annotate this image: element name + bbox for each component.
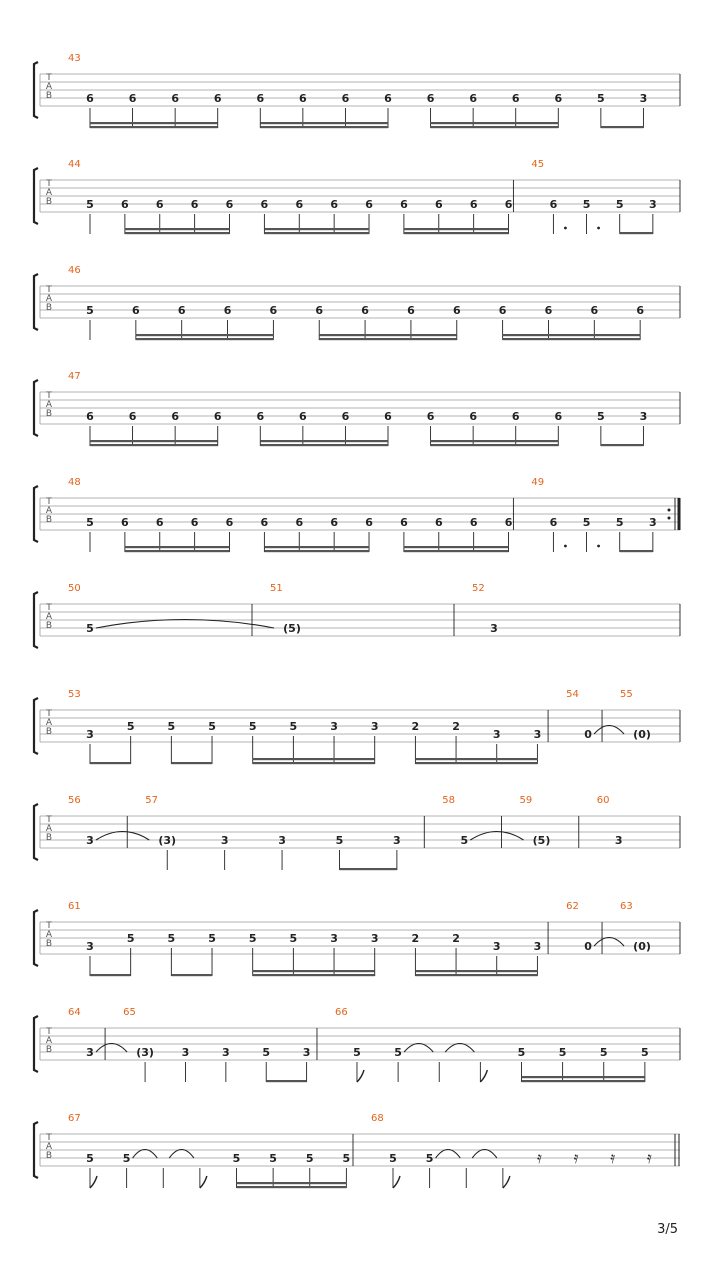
beam — [136, 338, 274, 340]
fret-number: 5 — [597, 92, 605, 105]
fret-number: 5 — [167, 720, 176, 733]
eighth-flag — [357, 1070, 364, 1082]
fret-number: 6 — [295, 198, 304, 211]
fret-number: 5 — [86, 304, 94, 317]
fret-number: 3 — [330, 720, 338, 733]
fret-number: 3 — [86, 728, 94, 741]
fret-number: 6 — [225, 198, 234, 211]
fret-number: 6 — [504, 198, 513, 211]
beam — [237, 1186, 347, 1188]
beam — [404, 546, 509, 548]
tie-arc — [96, 1044, 127, 1053]
fret-number: 3 — [330, 932, 338, 945]
beam — [339, 868, 396, 870]
fret-number: 5 — [394, 1046, 402, 1059]
measure-number: 63 — [620, 901, 633, 912]
beam — [125, 550, 230, 552]
tie-arc — [404, 1044, 433, 1053]
fret-number: 6 — [434, 198, 443, 211]
fret-number: 6 — [469, 516, 478, 529]
fret-number: 5 — [599, 1046, 608, 1059]
fret-number: 5 — [208, 720, 216, 733]
beam — [503, 338, 641, 340]
beam — [415, 970, 537, 972]
beam — [620, 232, 653, 234]
fret-number: 5 — [615, 516, 624, 529]
beam — [319, 338, 457, 340]
fret-number: 3 — [639, 92, 648, 105]
beam — [260, 440, 388, 442]
fret-number: 6 — [86, 92, 94, 105]
fret-number: 6 — [256, 92, 265, 105]
fret-number: 5 — [208, 932, 216, 945]
measure-number: 61 — [68, 901, 81, 912]
fret-number: 3 — [278, 834, 286, 847]
beam — [264, 228, 369, 230]
fret-number: 6 — [128, 410, 137, 423]
fret-number: 6 — [330, 198, 338, 211]
system-bracket — [34, 1016, 38, 1072]
tab-clef-letter: T — [46, 921, 52, 931]
tab-clef-letter: T — [46, 391, 52, 401]
measure-number: 66 — [334, 1007, 348, 1018]
rest-symbol: 𝄿 — [537, 1148, 542, 1167]
fret-number: 6 — [171, 92, 179, 105]
fret-number: 6 — [330, 516, 338, 529]
tab-clef-letter: T — [46, 497, 52, 507]
fret-number: 6 — [299, 92, 307, 105]
fret-number: 5 — [425, 1152, 434, 1165]
system-bracket — [34, 804, 38, 860]
fret-number: 3 — [649, 516, 657, 529]
fret-number: 6 — [384, 92, 392, 105]
measure-number: 43 — [68, 53, 81, 64]
tie-arc — [96, 832, 149, 841]
fret-number: 6 — [269, 304, 278, 317]
fret-number: 6 — [469, 410, 477, 423]
fret-number: 3 — [533, 940, 542, 953]
fret-number: 6 — [434, 516, 443, 529]
fret-number: 6 — [590, 304, 599, 317]
fret-number: 6 — [256, 410, 265, 423]
beam — [171, 762, 212, 764]
system-bracket — [34, 698, 38, 754]
tab-clef-letter: B — [45, 515, 53, 525]
beam — [266, 1080, 306, 1082]
tab-clef-letter: T — [46, 815, 52, 825]
measure-number: 49 — [531, 477, 545, 488]
fret-number: 6 — [315, 304, 324, 317]
fret-number: 5 — [342, 1152, 351, 1165]
measure-number: 57 — [145, 795, 158, 806]
beam — [431, 126, 559, 128]
beam — [125, 232, 230, 234]
repeat-dot — [668, 517, 671, 520]
fret-number: 3 — [533, 728, 542, 741]
fret-number: 6 — [469, 92, 477, 105]
fret-number: 5 — [641, 1046, 649, 1059]
fret-number: 6 — [365, 516, 373, 529]
rest-symbol: 𝄿 — [573, 1148, 579, 1167]
fret-number: 6 — [554, 410, 563, 423]
measure-number: 47 — [68, 371, 81, 382]
tab-clef-letter: T — [46, 285, 52, 295]
fret-number: 5 — [248, 932, 257, 945]
tab-clef-letter: B — [45, 1151, 53, 1161]
tab-clef-letter: A — [45, 1036, 53, 1046]
fret-number: 0 — [584, 728, 592, 741]
system-bracket — [34, 168, 38, 224]
fret-number: 6 — [636, 304, 644, 317]
fret-number: 6 — [384, 410, 392, 423]
system-bracket — [34, 274, 38, 330]
fret-number: (3) — [158, 834, 177, 847]
fret-number: 6 — [426, 92, 435, 105]
eighth-flag — [200, 1176, 207, 1188]
measure-number: 59 — [519, 795, 533, 806]
fret-number: 5 — [582, 198, 591, 211]
measure-number: 65 — [123, 1007, 136, 1018]
fret-number: 6 — [190, 516, 199, 529]
tab-clef-letter: A — [45, 612, 53, 622]
fret-number: 5 — [335, 834, 344, 847]
fret-number: (5) — [283, 622, 301, 635]
measure-number: 62 — [566, 901, 579, 912]
fret-number: 6 — [511, 410, 520, 423]
beam — [264, 232, 369, 234]
tab-clef-letter: B — [45, 91, 53, 101]
tab-clef-letter: T — [46, 1133, 52, 1143]
tab-clef-letter: A — [45, 400, 53, 410]
rest-symbol: 𝄿 — [610, 1148, 616, 1167]
beam — [90, 122, 218, 124]
fret-number: 5 — [582, 516, 591, 529]
fret-number: 3 — [181, 1046, 190, 1059]
measure-number: 44 — [68, 159, 81, 170]
system-bracket — [34, 592, 38, 648]
measure-number: 54 — [566, 689, 579, 700]
fret-number: 5 — [305, 1152, 314, 1165]
measure-number: 51 — [270, 583, 283, 594]
beam — [415, 974, 537, 976]
tab-clef-letter: A — [45, 82, 53, 92]
beam — [253, 970, 375, 972]
beam — [503, 334, 641, 336]
fret-number: 6 — [407, 304, 415, 317]
fret-number: (5) — [532, 834, 551, 847]
beam — [431, 440, 559, 442]
beam — [253, 758, 375, 760]
fret-number: 6 — [498, 304, 507, 317]
duration-dot — [597, 545, 600, 548]
fret-number: 3 — [86, 1046, 94, 1059]
eighth-flag — [480, 1070, 487, 1082]
fret-number: 6 — [400, 516, 408, 529]
tab-clef-letter: B — [45, 197, 53, 207]
fret-number: 6 — [549, 516, 558, 529]
measure-number: 55 — [620, 689, 633, 700]
fret-number: 3 — [649, 198, 657, 211]
fret-number: 6 — [223, 304, 232, 317]
fret-number: 6 — [504, 516, 513, 529]
fret-number: 6 — [171, 410, 179, 423]
fret-number: 3 — [639, 410, 648, 423]
tab-clef-letter: B — [45, 833, 53, 843]
duration-dot — [564, 545, 567, 548]
fret-number: 6 — [341, 92, 350, 105]
fret-number: 5 — [517, 1046, 526, 1059]
fret-number: 6 — [260, 198, 269, 211]
fret-number: 5 — [167, 932, 176, 945]
beam — [319, 334, 457, 336]
fret-number: 5 — [289, 720, 298, 733]
tie-arc — [96, 620, 274, 629]
fret-number: 3 — [86, 834, 94, 847]
tab-clef-letter: A — [45, 506, 53, 516]
fret-number: 3 — [492, 940, 501, 953]
beam — [253, 974, 375, 976]
tab-clef-letter: A — [45, 930, 53, 940]
tie-arc — [594, 726, 624, 735]
beam — [404, 550, 509, 552]
tab-clef-letter: T — [46, 179, 52, 189]
beam — [404, 232, 509, 234]
fret-number: 6 — [121, 198, 129, 211]
tab-clef-letter: A — [45, 824, 53, 834]
tab-clef-letter: B — [45, 303, 53, 313]
fret-number: 6 — [361, 304, 369, 317]
fret-number: 5 — [262, 1046, 271, 1059]
beam — [171, 974, 212, 976]
fret-number: (0) — [633, 940, 651, 953]
fret-number: 5 — [86, 1152, 94, 1165]
fret-number: 5 — [126, 932, 135, 945]
eighth-flag — [393, 1176, 400, 1188]
fret-number: 6 — [155, 516, 164, 529]
rest-symbol: 𝄿 — [646, 1148, 652, 1167]
beam — [415, 758, 537, 760]
tab-clef-letter: A — [45, 718, 53, 728]
fret-number: 6 — [213, 92, 222, 105]
beam — [264, 546, 369, 548]
fret-number: (3) — [136, 1046, 154, 1059]
beam — [260, 444, 388, 446]
tie-arc — [133, 1150, 158, 1159]
beam — [90, 444, 218, 446]
fret-number: 2 — [411, 932, 420, 945]
beam — [260, 126, 388, 128]
fret-number: 6 — [225, 516, 234, 529]
page-number: 3/5 — [657, 1222, 678, 1237]
tab-clef-letter: B — [45, 621, 53, 631]
fret-number: 3 — [490, 622, 498, 635]
fret-number: 6 — [295, 516, 304, 529]
measure-number: 56 — [68, 795, 81, 806]
fret-number: 3 — [393, 834, 401, 847]
beam — [90, 440, 218, 442]
beam — [431, 122, 559, 124]
tab-clef-letter: B — [45, 409, 53, 419]
fret-number: 6 — [365, 198, 373, 211]
measure-number: 45 — [531, 159, 545, 170]
fret-number: 5 — [269, 1152, 277, 1165]
fret-number: 5 — [122, 1152, 131, 1165]
system-bracket — [34, 1122, 38, 1178]
tab-clef-letter: B — [45, 727, 53, 737]
beam — [125, 228, 230, 230]
tab-clef-letter: T — [46, 73, 52, 83]
fret-number: 6 — [426, 410, 435, 423]
fret-number: 5 — [86, 198, 94, 211]
fret-number: 5 — [232, 1152, 241, 1165]
fret-number: 5 — [126, 720, 135, 733]
fret-number: 6 — [511, 92, 520, 105]
measure-number: 67 — [68, 1113, 81, 1124]
beam — [260, 122, 388, 124]
fret-number: 6 — [155, 198, 164, 211]
system-bracket — [34, 62, 38, 118]
system-bracket — [34, 380, 38, 436]
beam — [90, 762, 131, 764]
tab-clef-letter: A — [45, 188, 53, 198]
eighth-flag — [503, 1176, 510, 1188]
repeat-dot — [668, 509, 671, 512]
fret-number: 6 — [260, 516, 269, 529]
fret-number: 5 — [460, 834, 469, 847]
fret-number: 6 — [190, 198, 199, 211]
fret-number: 6 — [177, 304, 186, 317]
tab-clef-letter: A — [45, 1142, 53, 1152]
measure-number: 52 — [472, 583, 485, 594]
beam — [415, 762, 537, 764]
fret-number: 5 — [615, 198, 624, 211]
fret-number: 2 — [411, 720, 420, 733]
beam — [136, 334, 274, 336]
beam — [404, 228, 509, 230]
beam — [521, 1076, 644, 1078]
fret-number: 3 — [302, 1046, 311, 1059]
fret-number: 3 — [86, 940, 94, 953]
tab-clef-letter: B — [45, 939, 53, 949]
fret-number: 6 — [121, 516, 129, 529]
fret-number: 3 — [220, 834, 229, 847]
fret-number: 6 — [86, 410, 94, 423]
eighth-flag — [90, 1176, 97, 1188]
tab-clef-letter: T — [46, 709, 52, 719]
fret-number: 6 — [400, 198, 408, 211]
fret-number: 5 — [597, 410, 605, 423]
fret-number: 3 — [370, 720, 379, 733]
tab-clef-letter: T — [46, 1027, 52, 1037]
measure-number: 68 — [371, 1113, 384, 1124]
tie-arc — [169, 1150, 194, 1159]
duration-dot — [564, 227, 567, 230]
beam — [601, 444, 644, 446]
fret-number: 6 — [554, 92, 563, 105]
fret-number: 5 — [86, 516, 94, 529]
beam — [90, 974, 131, 976]
measure-number: 53 — [68, 689, 81, 700]
measure-number: 58 — [442, 795, 456, 806]
fret-number: 6 — [469, 198, 478, 211]
beam — [253, 762, 375, 764]
fret-number: 5 — [248, 720, 257, 733]
fret-number: (0) — [633, 728, 651, 741]
measure-number: 50 — [68, 583, 81, 594]
fret-number: 5 — [389, 1152, 397, 1165]
fret-number: 6 — [132, 304, 140, 317]
tab-clef-letter: A — [45, 294, 53, 304]
beam — [90, 126, 218, 128]
measure-number: 46 — [68, 265, 81, 276]
fret-number: 6 — [299, 410, 307, 423]
fret-number: 6 — [128, 92, 137, 105]
system-bracket — [34, 910, 38, 966]
tab-clef-letter: B — [45, 1045, 53, 1055]
fret-number: 3 — [492, 728, 501, 741]
tie-arc — [594, 938, 624, 947]
tie-arc — [445, 1044, 474, 1053]
measure-number: 48 — [68, 477, 81, 488]
beam — [431, 444, 559, 446]
beam — [521, 1080, 644, 1082]
fret-number: 6 — [341, 410, 350, 423]
tie-arc — [470, 832, 523, 841]
beam — [237, 1182, 347, 1184]
fret-number: 3 — [222, 1046, 230, 1059]
tie-arc — [472, 1150, 497, 1159]
fret-number: 2 — [452, 720, 460, 733]
fret-number: 5 — [289, 932, 298, 945]
fret-number: 5 — [558, 1046, 567, 1059]
duration-dot — [597, 227, 600, 230]
system-bracket — [34, 486, 38, 542]
fret-number: 6 — [549, 198, 558, 211]
fret-number: 5 — [86, 622, 94, 635]
fret-number: 6 — [452, 304, 461, 317]
fret-number: 3 — [614, 834, 623, 847]
tab-clef-letter: T — [46, 603, 52, 613]
measure-number: 64 — [68, 1007, 81, 1018]
beam — [264, 550, 369, 552]
fret-number: 6 — [213, 410, 222, 423]
fret-number: 2 — [452, 932, 460, 945]
fret-number: 0 — [584, 940, 592, 953]
fret-number: 3 — [370, 932, 379, 945]
fret-number: 6 — [544, 304, 553, 317]
tie-arc — [436, 1150, 461, 1159]
fret-number: 5 — [353, 1046, 361, 1059]
beam — [620, 550, 653, 552]
beam — [125, 546, 230, 548]
measure-number: 60 — [596, 795, 610, 806]
beam — [601, 126, 644, 128]
